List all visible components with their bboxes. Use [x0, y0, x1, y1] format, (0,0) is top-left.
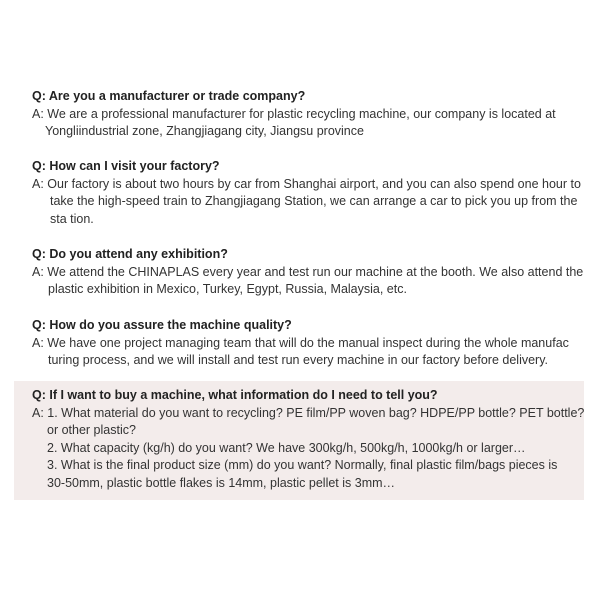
faq-answer-line: A: We are a professional manufacturer for plastic recycling machine, our company is located at — [32, 106, 556, 121]
faq-answer — [32, 176, 581, 229]
faq-answer-line: A: We attend the CHINAPLAS every year and test run our machine at the booth. We also attend the — [32, 264, 584, 279]
faq-item-quality — [14, 317, 584, 370]
faq-answer-line: Yongliindustrial zone, Zhangjiagang city, Jiangsu province — [45, 124, 364, 138]
faq-answer-line: plastic exhibition in Mexico, Turkey, Egypt, Russia, Malaysia, etc. — [48, 282, 407, 296]
faq-answer-line: or other plastic? — [47, 423, 136, 437]
faq-answer-line: A: We have one project managing team that will do the manual inspect during the whole manufac — [32, 335, 569, 350]
faq-item-exhibition — [14, 246, 584, 299]
faq-question: Q: How do you assure the machine quality? — [32, 318, 292, 332]
faq-answer — [32, 106, 576, 141]
faq-answer-line: turing process, and we will install and test run every machine in our factory before delivery. — [48, 353, 549, 367]
faq-answer-line: sta tion. — [50, 211, 94, 226]
faq-item-manufacturer — [14, 88, 584, 141]
faq-answer-line: A: 1. What material do you want to recycling? PE film/PP woven bag? HDPE/PP bottle? PET bottle? — [32, 405, 585, 420]
faq-answer-line: 30-50mm, plastic bottle flakes is 14mm, plastic pellet is 3mm… — [47, 475, 396, 490]
faq-answer — [32, 335, 576, 370]
faq-question: Q: If I want to buy a machine, what information do I need to tell you? — [32, 388, 438, 402]
faq-question: Q: Are you a manufacturer or trade company? — [32, 89, 306, 103]
faq-item-visit-factory — [14, 158, 584, 228]
faq-answer — [32, 264, 584, 299]
faq-answer — [32, 405, 585, 493]
faq-item-buy-machine — [14, 381, 584, 500]
faq-answer-line: 2. What capacity (kg/h) do you want? We have 300kg/h, 500kg/h, 1000kg/h or larger… — [47, 440, 526, 455]
faq-answer-line: take the high-speed train to Zhangjiagang Station, we can arrange a car to pick you up from the — [50, 194, 578, 208]
faq-answer-line: 3. What is the final product size (mm) do you want? Normally, final plastic film/bags pieces is — [47, 458, 558, 472]
faq-question: Q: How can I visit your factory? — [32, 159, 220, 173]
faq-question: Q: Do you attend any exhibition? — [32, 247, 228, 261]
faq-answer-line: A: Our factory is about two hours by car from Shanghai airport, and you can also spend one hour to — [32, 176, 581, 191]
